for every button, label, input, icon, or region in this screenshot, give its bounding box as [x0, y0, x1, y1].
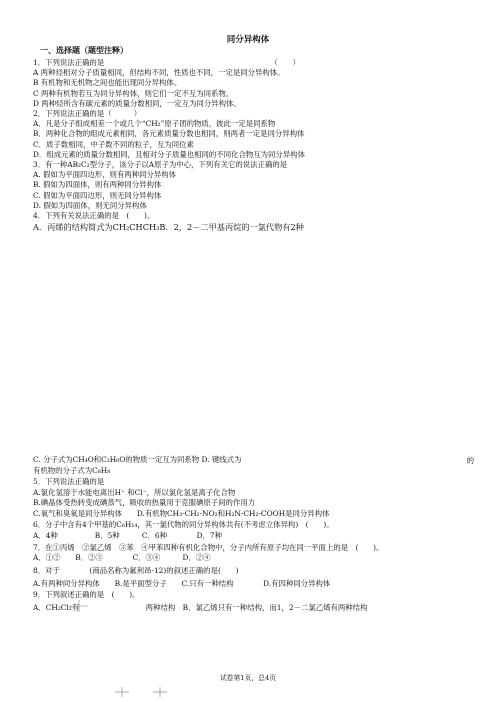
page-footer: 试卷第1页，总4页 — [219, 674, 277, 682]
freon-structure-image — [66, 598, 92, 615]
question-line: B. 假如为四面体，则有两种同分异构体 — [33, 180, 162, 190]
question-line: C．质子数相同，中子数不同的粒子，互为同位素 — [33, 139, 194, 149]
document-title: 同分异构体 — [226, 35, 270, 45]
question-line: 2．下列说法正确的是（ ） — [33, 109, 142, 118]
question-line: A 两种烃相对分子质量相同，但结构不同，性质也不同，一定是同分异构体。 — [33, 68, 285, 78]
question-line: A.氯化氢溶于水能电离出H⁺ 和Cl⁻，所以氯化氢是离子化合物 — [33, 487, 236, 497]
question-line: D．组成元素的质量分数相同，且相对分子质量也相同的不同化合物互为同分异构体 — [33, 149, 305, 159]
question-line: 6．分子中含有4个甲基的C₆H₁₄，其一氯代物的同分异构体共有(不考虑立体异构) ( )。 — [33, 520, 334, 530]
question-line: 4．下列有关说法正确的是 ( )。 — [33, 211, 155, 220]
section-heading: 一、选择题（题型注释） — [40, 46, 128, 55]
question-line: D 两种烃所含有碳元素的质量分数相同，一定互为同分异构体。 — [33, 98, 241, 108]
question-line: A. 假如为平面四边形，则有两种同分异构体 — [33, 170, 177, 180]
question-line: C. 假如为平面四边形，则无同分异构体 — [33, 190, 162, 200]
question-line: A.有两种同分异构体 B.是平面型分子 C.只有一种结构 D.有四种同分异构体 — [33, 578, 331, 588]
question-line: 1．下列说法正确的是 （ ） — [33, 58, 301, 67]
question-line: B．两种化合物的组成元素相同，各元素质量分数也相同，则两者一定是同分异构体 — [33, 129, 305, 139]
question-line: A．CH₂Cl₂有 两种结构 B．氯乙烯只有一种结构，而1，2－二氯乙烯有两种结构 — [33, 602, 368, 612]
question-line: 7．在①丙烯 ②氯乙烯 ③苯 ④甲苯四种有机化合物中，分子内所有原子均在同一平面上的是 ( )。 — [33, 542, 384, 552]
question-line: 8．对于 (商品名称为氟利昂-12)的叙述正确的是( ) — [33, 566, 239, 576]
question-4-option-c-tail: 的 — [466, 456, 474, 465]
question-line: A．凡是分子组成相差一个或几个“CH₂”原子团的物质，彼此一定是同系物 — [33, 119, 276, 129]
ch2cl2-structure-image — [112, 686, 182, 699]
question-line: 5．下列说法正确的是 — [33, 476, 105, 486]
question-line: D. 假如为四面体，则无同分异构体 — [33, 200, 147, 210]
question-line: B.碘晶体受热转变成碘蒸气，吸收的热量用于克服碘原子间的作用力 — [33, 498, 256, 508]
question-line: C 两种有机物若互为同分异构体，则它们一定不互为同系物。 — [33, 88, 234, 98]
question-line: A．丙烯的结构简式为CH₂CHCH₃B．2，2－二甲基丙烷的一氯代物有2种 — [33, 222, 304, 232]
question-line: B 有机物和无机物之间也能出现同分异构体。 — [33, 78, 182, 88]
question-line: 有机物的分子式为C₈H₈ — [33, 466, 111, 475]
question-line: 9．下列叙述正确的是 ( )。 — [33, 589, 140, 599]
question-line: 3．有一种AB₂C₂型分子，该分子以A原子为中心，下列有关它的说法正确的是 — [33, 160, 288, 169]
question-line: C.氧气和臭氧是同分异构体 D.有机物CH₃-CH₂-NO₂和H₂N-CH₂-COOH是同分异构体 — [33, 509, 330, 519]
question-4-option-c: C. 分子式为CH₄O和C₂H₆O的物质一定互为同系物 D. 键线式为 — [33, 455, 242, 464]
question-line: A．4种 B．5种 C．6种 D．7种 — [33, 531, 222, 540]
question-line: A．①② B．②③ C．③④ D．②④ — [33, 553, 211, 563]
